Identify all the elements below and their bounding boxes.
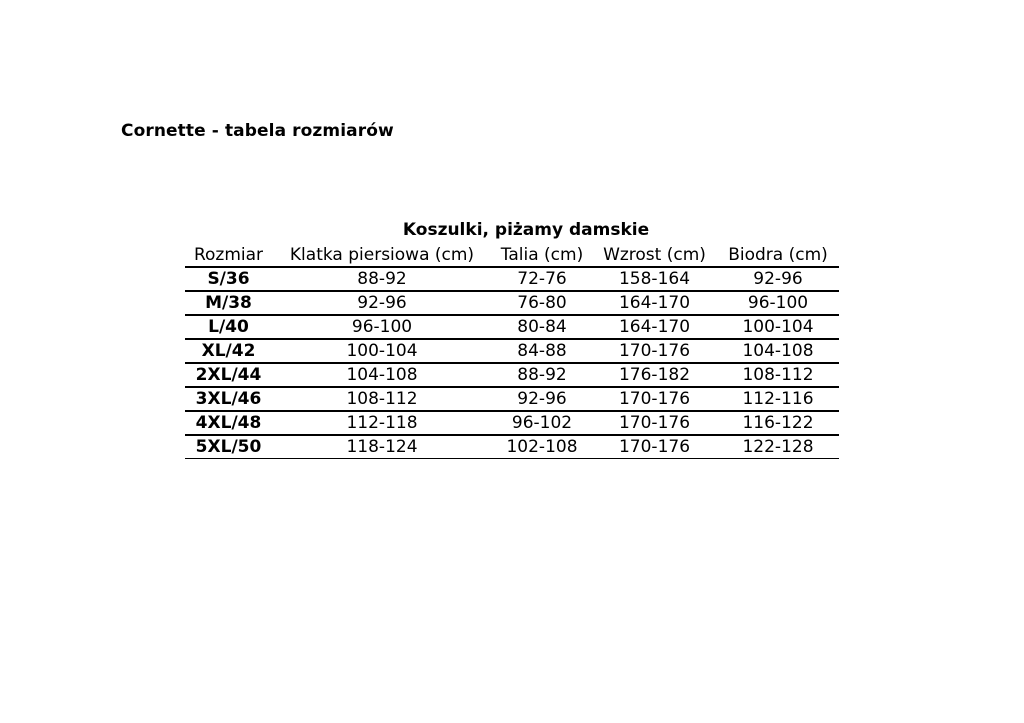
chest-cell: 104-108 — [272, 363, 492, 387]
hips-cell: 100-104 — [717, 315, 839, 339]
height-cell: 170-176 — [592, 339, 717, 363]
height-cell: 170-176 — [592, 411, 717, 435]
chest-cell: 108-112 — [272, 387, 492, 411]
column-header-height: Wzrost (cm) — [592, 244, 717, 267]
chest-cell: 112-118 — [272, 411, 492, 435]
height-cell: 170-176 — [592, 435, 717, 459]
size-cell: L/40 — [185, 315, 272, 339]
height-cell: 164-170 — [592, 315, 717, 339]
waist-cell: 92-96 — [492, 387, 592, 411]
height-cell: 158-164 — [592, 267, 717, 291]
waist-cell: 102-108 — [492, 435, 592, 459]
hips-cell: 116-122 — [717, 411, 839, 435]
column-header-waist: Talia (cm) — [492, 244, 592, 267]
document-title: Cornette - tabela rozmiarów — [121, 121, 394, 141]
size-cell: 4XL/48 — [185, 411, 272, 435]
table-row — [185, 315, 839, 339]
hips-cell: 122-128 — [717, 435, 839, 459]
chest-cell: 92-96 — [272, 291, 492, 315]
table-row — [185, 267, 839, 291]
chest-cell: 96-100 — [272, 315, 492, 339]
hips-cell: 104-108 — [717, 339, 839, 363]
waist-cell: 88-92 — [492, 363, 592, 387]
waist-cell: 80-84 — [492, 315, 592, 339]
height-cell: 170-176 — [592, 387, 717, 411]
chest-cell: 88-92 — [272, 267, 492, 291]
hips-cell: 108-112 — [717, 363, 839, 387]
waist-cell: 76-80 — [492, 291, 592, 315]
table-heading: Koszulki, piżamy damskie — [402, 220, 650, 240]
waist-cell: 72-76 — [492, 267, 592, 291]
table-header-row — [185, 244, 839, 267]
table-row — [185, 339, 839, 363]
hips-cell: 92-96 — [717, 267, 839, 291]
size-table — [185, 244, 839, 459]
waist-cell: 84-88 — [492, 339, 592, 363]
size-cell: 3XL/46 — [185, 387, 272, 411]
column-header-chest: Klatka piersiowa (cm) — [272, 244, 492, 267]
size-cell: 5XL/50 — [185, 435, 272, 459]
hips-cell: 112-116 — [717, 387, 839, 411]
height-cell: 176-182 — [592, 363, 717, 387]
height-cell: 164-170 — [592, 291, 717, 315]
size-table-section — [185, 218, 839, 459]
size-cell: XL/42 — [185, 339, 272, 363]
table-row — [185, 363, 839, 387]
size-cell: 2XL/44 — [185, 363, 272, 387]
waist-cell: 96-102 — [492, 411, 592, 435]
size-cell: M/38 — [185, 291, 272, 315]
table-row — [185, 291, 839, 315]
hips-cell: 96-100 — [717, 291, 839, 315]
column-header-hips: Biodra (cm) — [717, 244, 839, 267]
chest-cell: 118-124 — [272, 435, 492, 459]
table-row — [185, 411, 839, 435]
table-row — [185, 435, 839, 459]
size-cell: S/36 — [185, 267, 272, 291]
chest-cell: 100-104 — [272, 339, 492, 363]
table-row — [185, 387, 839, 411]
column-header-size: Rozmiar — [185, 244, 272, 267]
